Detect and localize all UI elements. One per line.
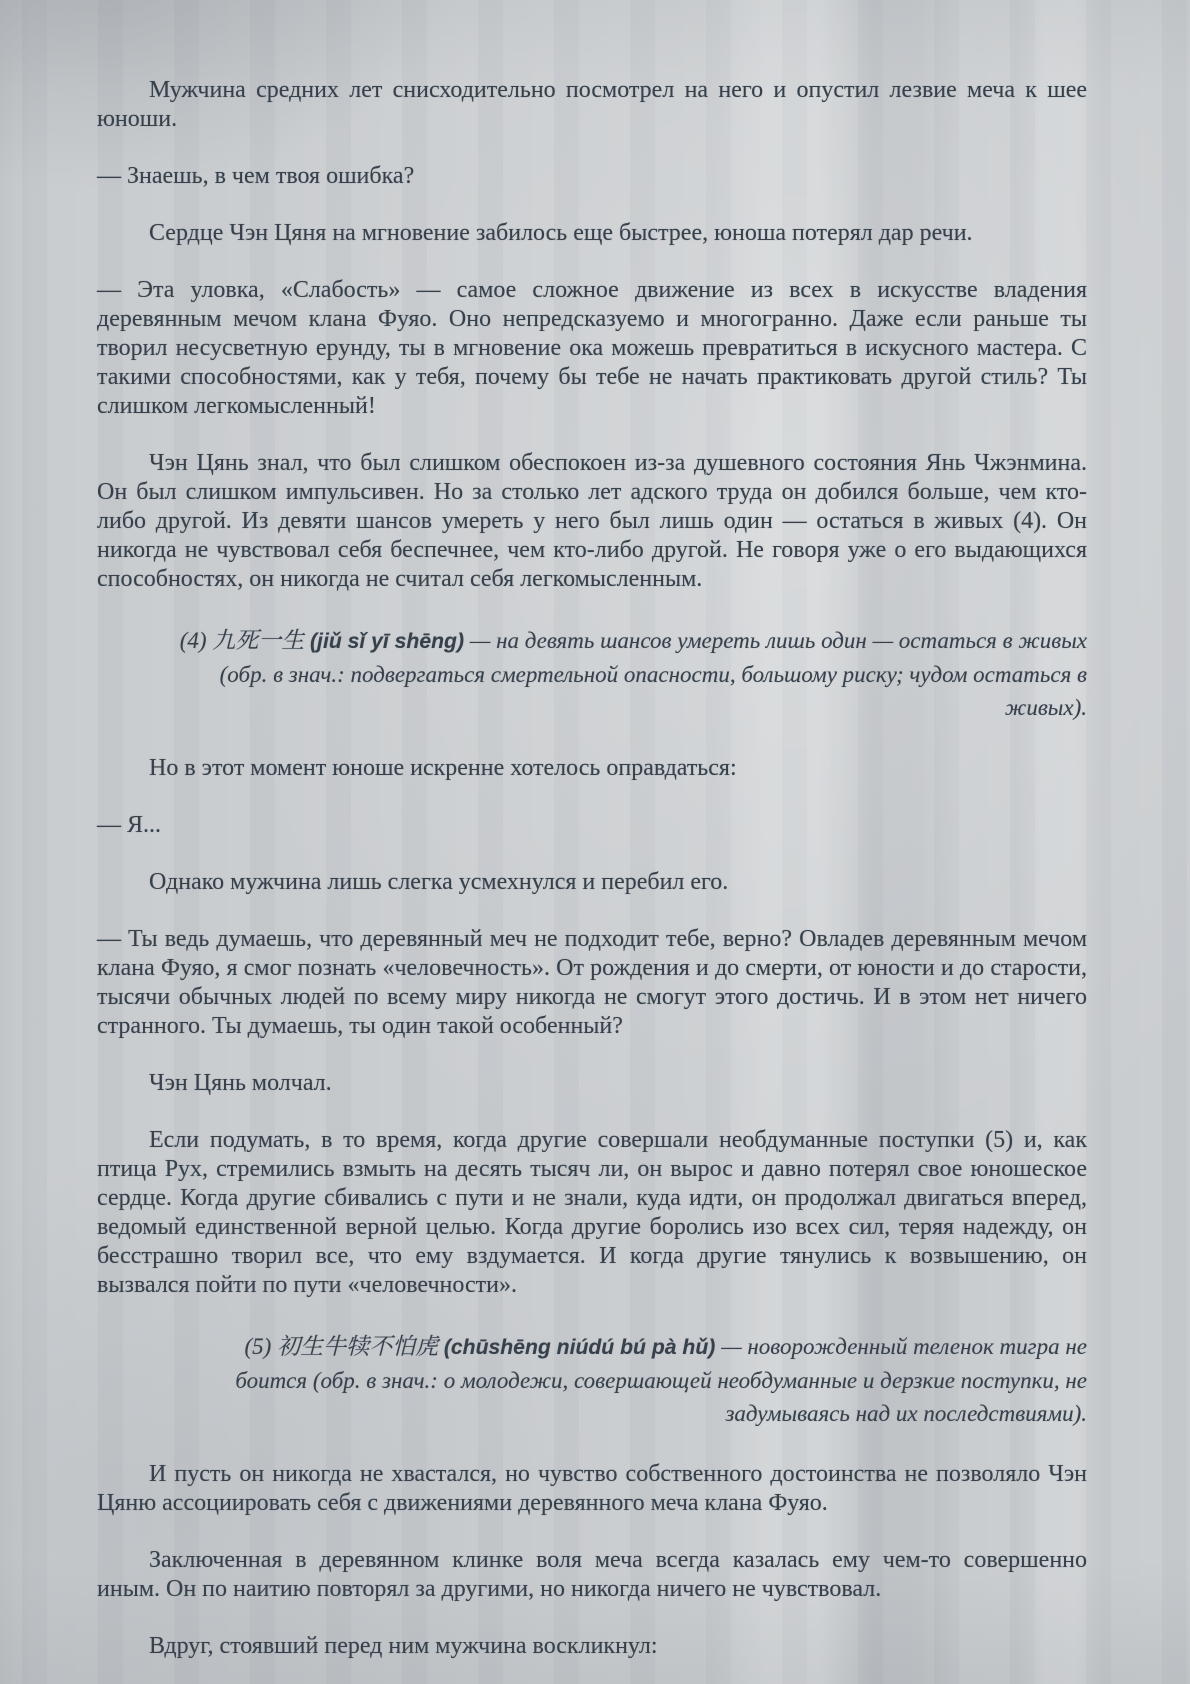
dialogue-line: — Я... <box>97 812 162 838</box>
paragraph: Чэн Цянь знал, что был слишком обеспокоен из-за душевного состояния Янь Чжэнмина. Он был слишком импульсивен. Но за столько лет адского труда он добился больше, чем кто-либо другой. Из девяти шансов умереть у него был лишь один — остаться в живых (4). Он никогда не чувствовал себя беспечнее, чем кто-либо другой. Не говоря уже о его выдающихся способностях, он никогда не считал себя легкомысленным. <box>97 450 1087 592</box>
paragraph: Заключенная в деревянном клинке воля меча всегда казалась ему чем-то совершенно иным. Он по наитию повторял за другими, но никогда ничего не чувствовал. <box>97 1547 1087 1602</box>
paragraph: Чэн Цянь молчал. <box>149 1070 332 1096</box>
footnote-number: (5) <box>244 1334 278 1359</box>
chinese-idiom: 九死一生 <box>212 628 311 653</box>
paragraph: И пусть он никогда не хвастался, но чувство собственного достоинства не позволяло Чэн Цяню ассоциировать себя с движениями деревянного меча клана Фуяо. <box>97 1461 1087 1516</box>
dialogue-line: — Знаешь, в чем твоя ошибка? <box>97 163 415 189</box>
paragraph: Вдруг, стоявший перед ним мужчина воскликнул: <box>149 1633 658 1659</box>
paragraph: Однако мужчина лишь слегка усмехнулся и перебил его. <box>149 869 729 895</box>
pinyin-transcription: (chūshēng niúdú bú pà hǔ) <box>443 1336 722 1359</box>
footnote-number: (4) <box>179 628 213 653</box>
paragraph: Мужчина средних лет снисходительно посмотрел на него и опустил лезвие меча к шее юноши. <box>97 77 1087 132</box>
footnote-5 <box>177 1330 1087 1430</box>
chinese-idiom: 初生牛犊不怕虎 <box>277 1334 444 1359</box>
footnote-text: — новорожденный теленок тигра не боится (обр. в знач.: о молодежи, совершающей необдуманные и дерзкие поступки, не задумываясь над их последствиями). <box>235 1334 1087 1426</box>
footnote-text: — на девять шансов умереть лишь один — остаться в живых (обр. в знач.: подвергаться смертельной опасности, большому риску; чудом остаться в живых). <box>219 628 1087 720</box>
paragraph: Если подумать, в то время, когда другие совершали необдуманные поступки (5) и, как птица Рух, стремились взмыть на десять тысяч ли, он вырос и давно потерял свое юношеское сердце. Когда другие сбивались с пути и не знали, куда идти, он продолжал двигаться вперед, ведомый единственной верной целью. Когда другие боролись изо всех сил, теряя надежду, он бесстрашно творил все, что ему вздумается. И когда другие тянулись к возвышению, он вызвался пойти по пути «человечности». <box>97 1127 1087 1298</box>
paragraph: Сердце Чэн Цяня на мгновение забилось еще быстрее, юноша потерял дар речи. <box>149 220 973 246</box>
dialogue-line: — Эта уловка, «Слабость» — самое сложное движение из всех в искусстве владения деревянным мечом клана Фуяо. Оно непредсказуемо и многогранно. Даже если раньше ты творил несусветную ерунду, ты в мгновение ока можешь превратиться в искусного мастера. С такими способностями, как у тебя, почему бы тебе не начать практиковать другой стиль? Ты слишком легкомысленный! <box>97 277 1087 419</box>
footnote-4 <box>177 624 1087 724</box>
pinyin-transcription: (jiǔ sǐ yī shēng) <box>310 630 470 653</box>
dialogue-line: — Ты ведь думаешь, что деревянный меч не подходит тебе, верно? Овладев деревянным мечом клана Фуяо, я смог познать «человечность». От рождения и до смерти, от юности и до старости, тысячи обычных людей по всему миру никогда не смогут этого достичь. И в этом нет ничего странного. Ты думаешь, ты один такой особенный? <box>97 926 1087 1039</box>
paragraph: Но в этот момент юноше искренне хотелось оправдаться: <box>149 755 737 781</box>
